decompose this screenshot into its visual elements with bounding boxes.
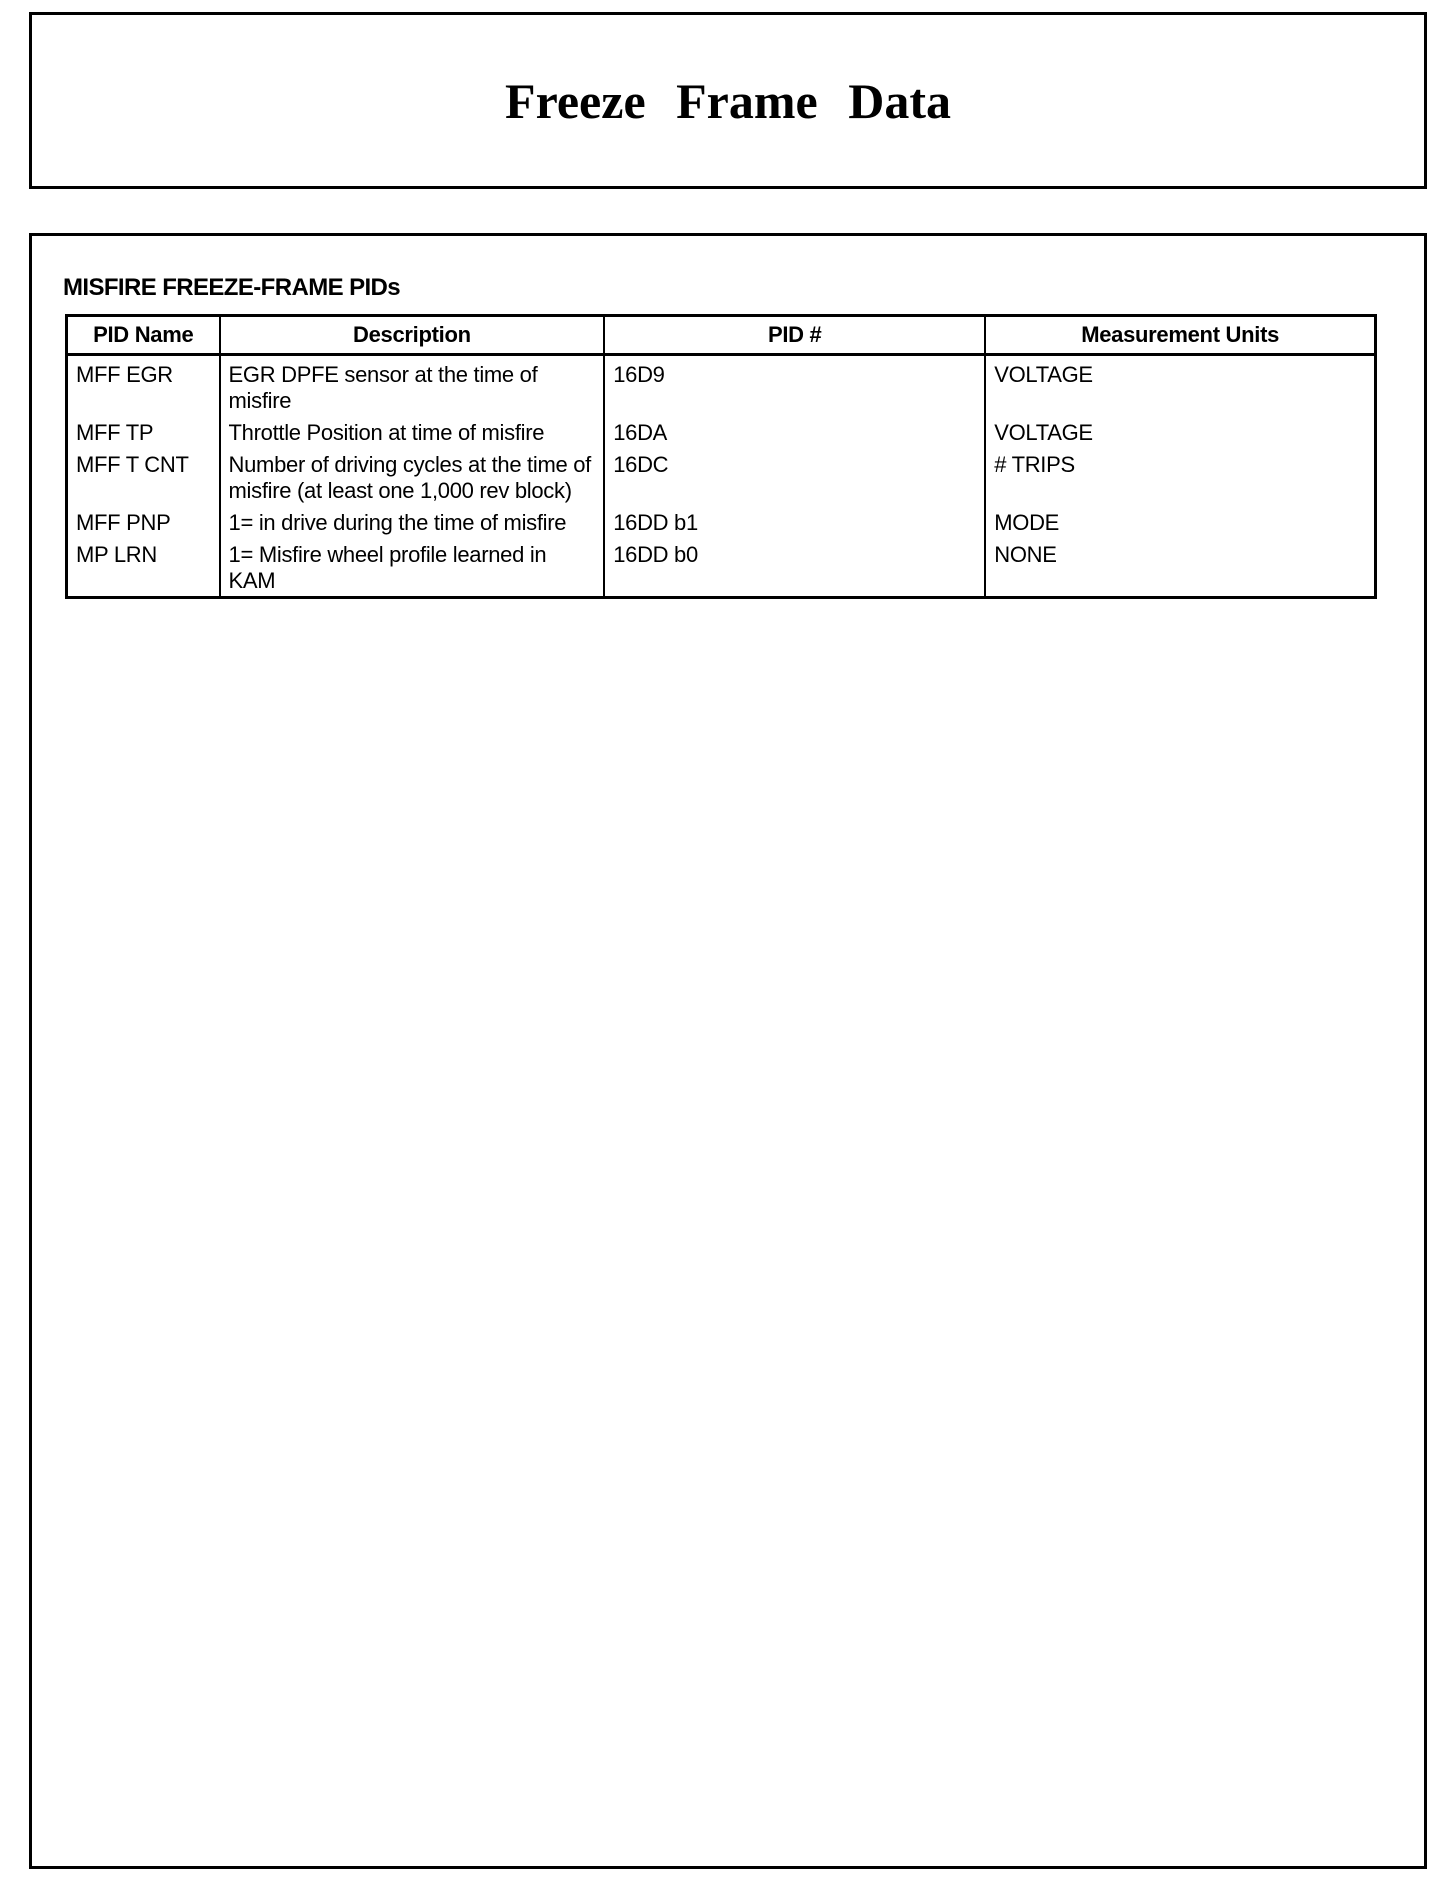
cell-pid-number: 16D9 bbox=[604, 355, 985, 418]
column-header-measurement-units: Measurement Units bbox=[985, 316, 1375, 355]
cell-measurement-units: # TRIPS bbox=[985, 449, 1375, 507]
title-box bbox=[29, 12, 1427, 189]
table-row bbox=[67, 539, 1376, 598]
cell-measurement-units: MODE bbox=[985, 507, 1375, 539]
table-row bbox=[67, 355, 1376, 418]
cell-description: EGR DPFE sensor at the time of misfire bbox=[220, 355, 605, 418]
column-header-pid-number: PID # bbox=[604, 316, 985, 355]
cell-pid-name: MFF T CNT bbox=[67, 449, 220, 507]
cell-pid-name: MFF PNP bbox=[67, 507, 220, 539]
cell-measurement-units: VOLTAGE bbox=[985, 417, 1375, 449]
column-header-description: Description bbox=[220, 316, 605, 355]
cell-pid-number: 16DA bbox=[604, 417, 985, 449]
cell-pid-name: MP LRN bbox=[67, 539, 220, 598]
cell-description: Number of driving cycles at the time of misfire (at least one 1,000 rev block) bbox=[220, 449, 605, 507]
cell-pid-name: MFF TP bbox=[67, 417, 220, 449]
content-box bbox=[29, 233, 1427, 1869]
cell-measurement-units: NONE bbox=[985, 539, 1375, 598]
cell-pid-number: 16DD b0 bbox=[604, 539, 985, 598]
page-title: Freeze Frame Data bbox=[505, 72, 951, 129]
table-row bbox=[67, 417, 1376, 449]
cell-description: 1= Misfire wheel profile learned in KAM bbox=[220, 539, 605, 598]
column-header-pid-name: PID Name bbox=[67, 316, 220, 355]
table-row bbox=[67, 449, 1376, 507]
misfire-pid-table bbox=[65, 314, 1377, 599]
section-title: MISFIRE FREEZE-FRAME PIDs bbox=[63, 274, 401, 301]
cell-pid-name: MFF EGR bbox=[67, 355, 220, 418]
cell-pid-number: 16DC bbox=[604, 449, 985, 507]
cell-pid-number: 16DD b1 bbox=[604, 507, 985, 539]
table-row bbox=[67, 507, 1376, 539]
cell-description: Throttle Position at time of misfire bbox=[220, 417, 605, 449]
cell-measurement-units: VOLTAGE bbox=[985, 355, 1375, 418]
table-header-row bbox=[67, 316, 1376, 355]
cell-description: 1= in drive during the time of misfire bbox=[220, 507, 605, 539]
